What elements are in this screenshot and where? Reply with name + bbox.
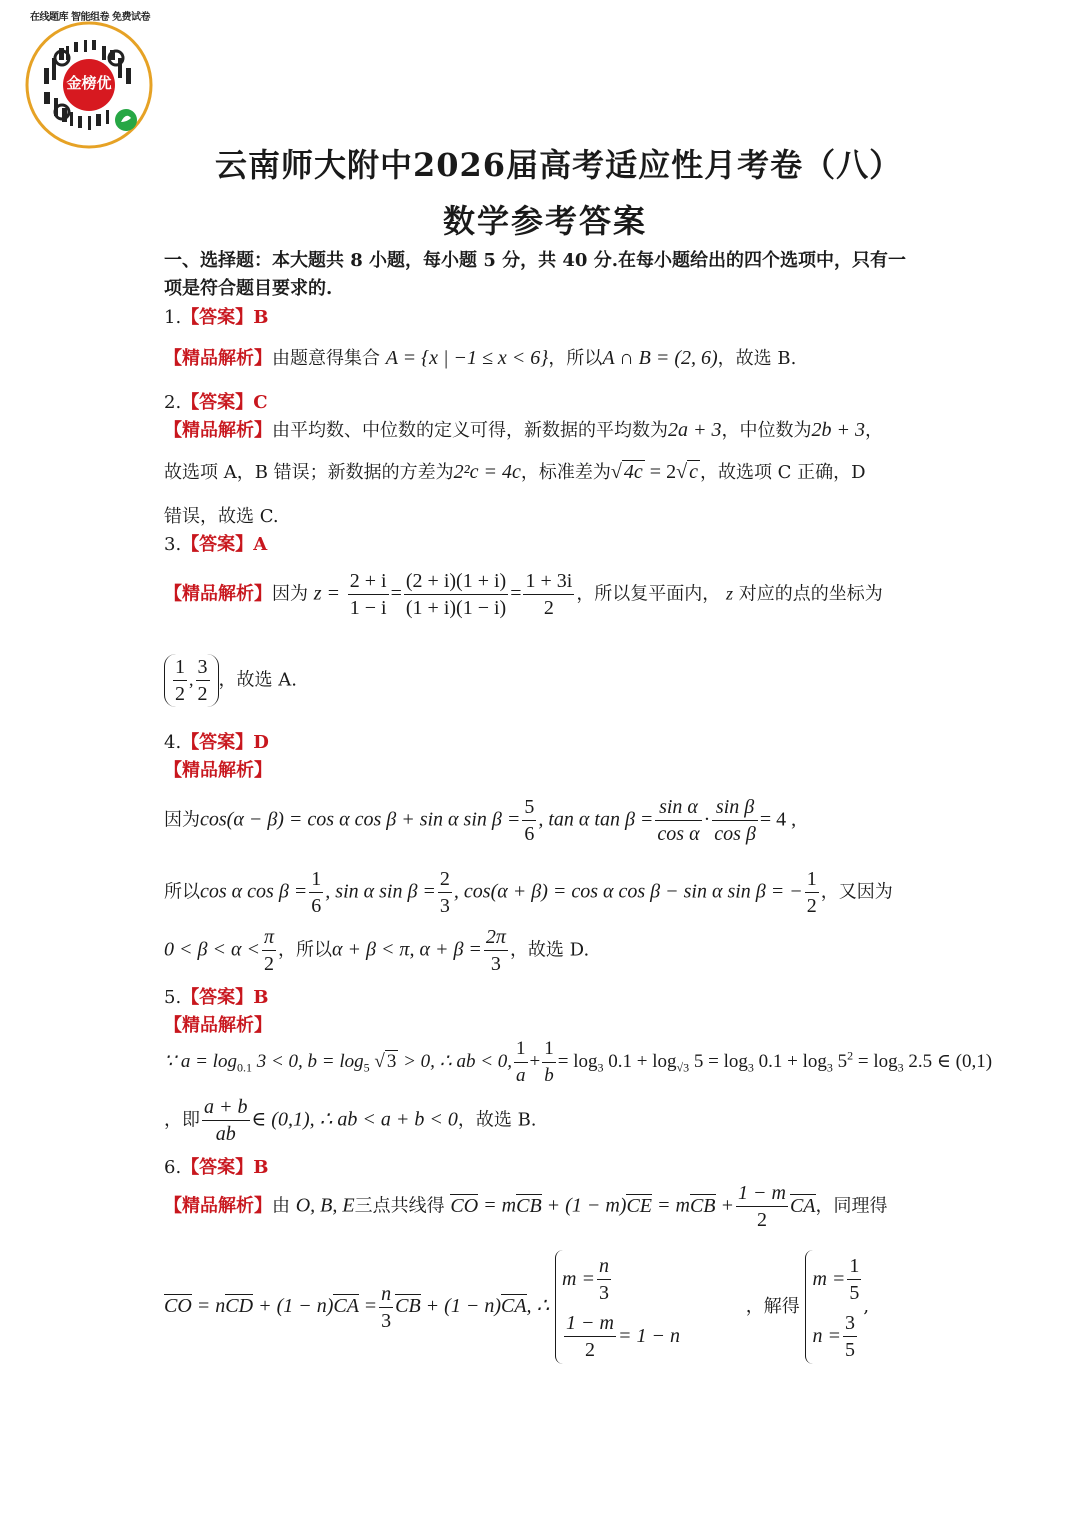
frac-num: (2 + i)(1 + i) bbox=[404, 568, 508, 595]
fraction bbox=[514, 1036, 528, 1089]
q5-sub: √3 bbox=[676, 1060, 690, 1075]
frac-num: 2 bbox=[438, 866, 452, 893]
q2-text: ，故选项 C 正确，D bbox=[699, 462, 866, 483]
fraction bbox=[712, 794, 758, 847]
q6-math: = n bbox=[191, 1295, 226, 1317]
q6-text: ，解得 bbox=[745, 1296, 800, 1317]
frac-den: 6 bbox=[311, 895, 322, 917]
analysis-label: 【精品解析】 bbox=[164, 583, 272, 605]
frac-den: 2 bbox=[175, 683, 185, 705]
q4-math: = 4 , bbox=[759, 808, 797, 831]
q5-math: 3 < 0, b = log bbox=[251, 1050, 364, 1072]
q6-math: = 1 − n bbox=[617, 1325, 680, 1347]
analysis-label: 【精品解析】 bbox=[164, 1195, 272, 1217]
q6-vector: CB bbox=[689, 1194, 716, 1217]
fraction bbox=[542, 1036, 556, 1089]
answer-label: 【答案】 bbox=[181, 1157, 254, 1178]
fraction bbox=[438, 866, 452, 919]
q6-math: , bbox=[863, 1296, 870, 1317]
q5-sub: 3 bbox=[597, 1060, 604, 1075]
frac-den: b bbox=[544, 1065, 554, 1086]
frac-den: (1 + i)(1 − i) bbox=[405, 597, 507, 619]
frac-den: 2 bbox=[584, 1339, 595, 1361]
answer-label: 【答案】 bbox=[181, 534, 254, 555]
q3-math: z bbox=[726, 583, 734, 604]
q5-math: ∵ a = log bbox=[164, 1050, 237, 1072]
q6-number: 6. bbox=[164, 1157, 182, 1178]
frac-num: 1 bbox=[805, 866, 819, 893]
frac-num: 1 − m bbox=[564, 1310, 616, 1337]
frac-den: a bbox=[516, 1065, 526, 1086]
q2-text: ， bbox=[865, 420, 883, 441]
q6-vector: CB bbox=[516, 1194, 542, 1217]
q6-vector: CB bbox=[395, 1295, 421, 1317]
q1-math: A = {x | −1 ≤ x < 6} bbox=[385, 347, 549, 369]
fraction bbox=[173, 654, 187, 707]
fraction bbox=[379, 1281, 393, 1334]
frac-num: n bbox=[597, 1253, 611, 1280]
q2-analysis-line2: 故选项 A，B 错误；新数据的方差为2²c = 4c，标准差为√ 4c = 2√ c ，故选项 C 正确，D bbox=[164, 461, 866, 483]
q6-math: + (1 − n) bbox=[420, 1295, 501, 1317]
q5-math: 5 = log bbox=[689, 1050, 748, 1072]
q2-sqrt: 4c bbox=[623, 461, 643, 483]
q6-vector: CE bbox=[626, 1194, 652, 1217]
analysis-label: 【精品解析】 bbox=[164, 760, 272, 781]
system-row bbox=[562, 1250, 680, 1307]
answer-label: 【答案】 bbox=[181, 392, 254, 413]
q2-math: 2a + 3 bbox=[668, 419, 722, 441]
frac-num: 1 + 3i bbox=[523, 568, 574, 595]
fraction bbox=[847, 1253, 861, 1306]
frac-den: cos β bbox=[714, 823, 756, 845]
q6-text: 由 bbox=[272, 1195, 290, 1217]
q4-math: α + β < π, α + β = bbox=[331, 938, 482, 961]
q5-number: 5. bbox=[164, 987, 182, 1008]
q4-line2 bbox=[164, 866, 893, 919]
frac-den: 3 bbox=[381, 1309, 392, 1332]
logo bbox=[14, 8, 164, 158]
q6-math: , ∴ bbox=[526, 1295, 550, 1317]
q1-answer-line bbox=[164, 303, 268, 329]
q2-number: 2. bbox=[164, 392, 182, 413]
q4-line1 bbox=[164, 794, 796, 847]
q3-text: ，故选 A. bbox=[218, 669, 297, 691]
coordinate-paren: $\frac{1}{2}$ , $\frac{3}{2}$ bbox=[164, 654, 219, 707]
fraction bbox=[805, 866, 819, 919]
fraction bbox=[736, 1180, 788, 1233]
q5-math: = log bbox=[853, 1050, 898, 1072]
q4-math: , tan α tan β = bbox=[538, 808, 654, 831]
frac-num: 5 bbox=[522, 794, 536, 821]
q3-text: 因为 bbox=[272, 583, 308, 605]
logo-center-text: 金榜优 bbox=[66, 74, 112, 92]
frac-num: a + b bbox=[202, 1094, 250, 1121]
q1-math: A ∩ B = (2, 6) bbox=[602, 347, 718, 369]
q6-math: = bbox=[358, 1295, 378, 1317]
q4-math: cos α cos β = bbox=[200, 880, 308, 903]
q6-vector: CO bbox=[164, 1295, 192, 1317]
analysis-label: 【精品解析】 bbox=[164, 348, 272, 369]
frac-num: 1 bbox=[542, 1036, 556, 1063]
q6-math: + bbox=[715, 1194, 735, 1217]
q1-text: ，所以 bbox=[548, 348, 603, 369]
analysis-label: 【精品解析】 bbox=[164, 1015, 272, 1036]
frac-num: sin β bbox=[712, 794, 758, 821]
frac-num: 2 + i bbox=[348, 568, 389, 595]
q5-sub: 0.1 bbox=[236, 1060, 252, 1075]
q5-math: 0.1 + log bbox=[753, 1050, 827, 1072]
q6-math: m = bbox=[562, 1268, 595, 1290]
solution-row bbox=[812, 1307, 863, 1364]
q2-text: 故选项 A，B 错误；新数据的方差为 bbox=[164, 462, 454, 483]
fraction bbox=[523, 568, 574, 621]
frac-num: 1 bbox=[514, 1036, 528, 1063]
frac-num: 1 bbox=[847, 1253, 861, 1280]
q5-math: > 0, ∴ ab < 0, bbox=[398, 1050, 513, 1072]
solution-row bbox=[812, 1250, 863, 1307]
frac-num: 3 bbox=[196, 654, 210, 681]
q6-line1 bbox=[164, 1180, 888, 1233]
q6-math: + (1 − n) bbox=[253, 1295, 334, 1317]
fraction bbox=[597, 1253, 611, 1306]
fraction bbox=[404, 568, 508, 621]
fraction bbox=[522, 794, 536, 847]
q4-text: ，所以 bbox=[277, 939, 332, 961]
frac-num: sin α bbox=[655, 794, 701, 821]
frac-num: 1 − m bbox=[736, 1180, 788, 1207]
q6-vector: CO bbox=[450, 1194, 479, 1217]
q4-answer-line bbox=[164, 728, 269, 754]
q6-math: = m bbox=[652, 1194, 690, 1217]
q2-text: 由平均数、中位数的定义可得，新数据的平均数为 bbox=[272, 420, 668, 441]
q5-sub: 3 bbox=[747, 1060, 754, 1075]
q5-sup: 2 bbox=[847, 1048, 854, 1063]
frac-den: 3 bbox=[598, 1282, 609, 1304]
analysis-label: 【精品解析】 bbox=[164, 420, 272, 441]
q5-answer: B bbox=[253, 987, 269, 1008]
q6-math: m = bbox=[812, 1268, 846, 1290]
fraction bbox=[484, 924, 508, 977]
q6-text: ，同理得 bbox=[815, 1195, 888, 1217]
q5-sub: 3 bbox=[897, 1060, 904, 1075]
frac-den: 2 bbox=[543, 597, 554, 619]
q3-text: 对应的点的坐标为 bbox=[738, 583, 883, 605]
q2-math: 2b + 3 bbox=[811, 419, 865, 441]
q4-answer: D bbox=[253, 732, 269, 753]
q2-analysis-line3: 错误，故选 C. bbox=[164, 506, 279, 527]
q5-line1: ∵ $a = \log_{0.1} 3 < 0$, $b = \log_5$ √ 3 > 0, ∴ ab < 0, $\frac{1}{a}$ + $\frac{1}{b}$ = $\log_3 0.1 + \log_{√3} 5 = \log_3 0.1 + \log_3 5^2 = \log_3 2.5$ ∈ (0,1) bbox=[164, 1036, 992, 1089]
q2-analysis-line1 bbox=[164, 416, 883, 442]
q2-answer: C bbox=[253, 392, 268, 413]
frac-num: π bbox=[262, 924, 276, 951]
frac-den: 5 bbox=[844, 1339, 855, 1361]
q5-math: = log bbox=[557, 1050, 598, 1072]
q4-text: 因为 bbox=[164, 809, 200, 831]
q5-sub: 3 bbox=[826, 1060, 833, 1075]
fraction bbox=[843, 1310, 857, 1363]
q4-number: 4. bbox=[164, 732, 182, 753]
q1-analysis bbox=[164, 344, 796, 370]
q4-text: ，故选 D. bbox=[509, 939, 590, 961]
q3-math: z = bbox=[313, 582, 341, 605]
fraction bbox=[196, 654, 210, 707]
answer-label: 【答案】 bbox=[181, 987, 254, 1008]
frac-den: 2 bbox=[197, 683, 208, 705]
q4-math: , cos(α + β) = cos α cos β − sin α sin β = − bbox=[453, 880, 803, 903]
q2-sqrt: c bbox=[689, 461, 698, 483]
frac-num: n bbox=[379, 1281, 393, 1308]
frac-num: 1 bbox=[309, 866, 323, 893]
q6-math: = m bbox=[478, 1194, 517, 1217]
q5-analysis-label-line bbox=[164, 1011, 272, 1037]
q6-answer-line bbox=[164, 1153, 268, 1179]
frac-den: 3 bbox=[490, 953, 501, 975]
q2-text: ，中位数为 bbox=[721, 420, 812, 441]
frac-den: 3 bbox=[439, 895, 450, 917]
fraction bbox=[348, 568, 389, 621]
q6-math: + (1 − m) bbox=[541, 1194, 627, 1217]
fraction bbox=[202, 1094, 250, 1147]
q4-line3 bbox=[164, 924, 589, 977]
frac-den: ab bbox=[215, 1123, 236, 1145]
q2-answer-line bbox=[164, 388, 268, 414]
q5-math: + bbox=[529, 1050, 541, 1072]
q1-answer: B bbox=[253, 307, 269, 328]
fraction bbox=[655, 794, 701, 847]
page-title: 云南师大附中2026届高考适应性月考卷（八） bbox=[215, 146, 903, 184]
q3-text: ，所以复平面内， bbox=[576, 583, 721, 605]
q5-math: 0.1 + log bbox=[603, 1050, 677, 1072]
q4-math: , sin α sin β = bbox=[325, 880, 436, 903]
section-heading-line1: 一、选择题：本大题共 8 小题，每小题 5 分，共 40 分.在每小题给出的四个选项中，只有一 bbox=[164, 250, 906, 271]
q3-number: 3. bbox=[164, 534, 182, 555]
fraction bbox=[564, 1310, 616, 1363]
q6-vector: CA bbox=[333, 1295, 359, 1317]
q6-math: O, B, E bbox=[295, 1194, 355, 1217]
q6-math: n = bbox=[812, 1325, 841, 1347]
frac-num: 1 bbox=[173, 654, 187, 681]
q2-math: 2²c = 4c bbox=[453, 461, 521, 483]
q5-sqrt: 3 bbox=[386, 1050, 397, 1072]
page-subtitle: 数学参考答案 bbox=[443, 202, 648, 240]
section-heading-line2: 项是符合题目要求的. bbox=[164, 278, 333, 299]
q5-text: ，即 bbox=[164, 1109, 200, 1131]
frac-den: 1 − i bbox=[349, 597, 387, 619]
q6-vector: CD bbox=[225, 1295, 254, 1317]
frac-den: 2 bbox=[756, 1209, 767, 1231]
q5-math: 5 bbox=[832, 1050, 848, 1072]
q3-answer: A bbox=[253, 534, 268, 555]
q5-text: ，故选 B. bbox=[457, 1109, 537, 1131]
q6-vector: CA bbox=[789, 1194, 816, 1217]
q1-text: 由题意得集合 bbox=[272, 348, 380, 369]
q4-math: cos(α − β) = cos α cos β + sin α sin β = bbox=[200, 808, 521, 831]
q3-analysis-line1: 【精品解析】因为 z = $\frac{2 + i}{1 - i}$ = $\frac{(2 + i)(1 + i)}{(1 + i)(1 - i)}$ = $\frac{1 + 3i}{2}$ ，所以复平面内， z 对应的点的坐标为 bbox=[164, 570, 883, 619]
frac-den: 2 bbox=[263, 953, 274, 975]
answer-label: 【答案】 bbox=[181, 732, 254, 753]
frac-den: 6 bbox=[524, 823, 535, 845]
q3-answer-line bbox=[164, 530, 267, 556]
q5-sub: 5 bbox=[363, 1060, 370, 1075]
q5-math: ∈ (0,1), ∴ ab < a + b < 0 bbox=[251, 1108, 458, 1131]
system-brace bbox=[555, 1250, 680, 1364]
fraction bbox=[309, 866, 323, 919]
answer-label: 【答案】 bbox=[181, 307, 254, 328]
q4-text: 所以 bbox=[164, 881, 200, 903]
fraction bbox=[262, 924, 276, 977]
frac-den: cos α bbox=[657, 823, 700, 845]
system-row bbox=[562, 1307, 680, 1364]
q1-number: 1. bbox=[164, 307, 182, 328]
q4-text: ，又因为 bbox=[820, 881, 893, 903]
frac-num: 3 bbox=[843, 1310, 857, 1337]
q4-math: · bbox=[703, 808, 711, 831]
q6-text: 三点共线得 bbox=[354, 1195, 445, 1217]
frac-num: 2π bbox=[484, 924, 508, 951]
logo-ring-text: 在线题库 智能组卷 免费试卷 bbox=[30, 12, 150, 23]
q6-answer: B bbox=[253, 1157, 269, 1178]
frac-den: 2 bbox=[806, 895, 817, 917]
q2-math: = 2 bbox=[644, 461, 677, 483]
q5-line2 bbox=[164, 1094, 537, 1147]
q3-analysis-line2 bbox=[164, 654, 297, 707]
frac-den: 5 bbox=[849, 1282, 860, 1304]
solution-brace bbox=[805, 1250, 863, 1364]
q5-math: 2.5 ∈ (0,1) bbox=[903, 1050, 993, 1072]
q6-line2 bbox=[164, 1250, 869, 1364]
q6-vector: CA bbox=[500, 1295, 527, 1317]
q1-text: ，故选 B. bbox=[717, 348, 797, 369]
q4-math: 0 < β < α < bbox=[164, 938, 260, 961]
q4-analysis-label-line bbox=[164, 756, 272, 782]
q2-text: ，标准差为 bbox=[520, 462, 611, 483]
q5-answer-line bbox=[164, 983, 268, 1009]
